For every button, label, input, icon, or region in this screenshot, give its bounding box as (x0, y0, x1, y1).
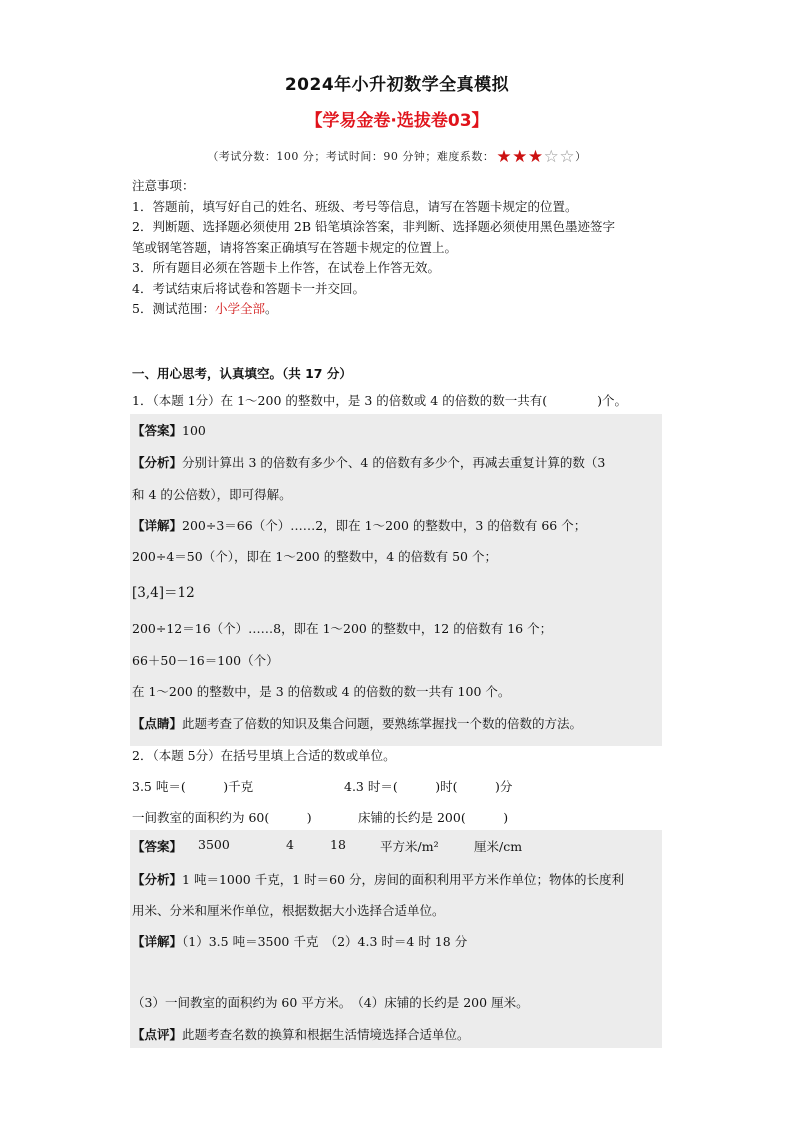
answer-2-value: 18 (330, 837, 346, 852)
analysis-1-cont: 和 4 的公倍数），即可得解。 (132, 487, 292, 502)
comment-text: 此题考查名数的换算和根据生活情境选择合适单位。 (182, 1027, 470, 1042)
star-filled-icon: ★ (512, 147, 528, 167)
detail-1-line6: 在 1～200 的整数中，是 3 的倍数或 4 的倍数的数一共有 100 个。 (132, 684, 511, 699)
comment-1 (132, 714, 582, 732)
exam-meta (0, 147, 794, 167)
question-2: 2．（本题 5分）在括号里填上合适的数或单位。 (132, 748, 396, 763)
notes-block (132, 176, 672, 320)
comment-2 (132, 1025, 470, 1043)
difficulty-rating (496, 147, 576, 167)
detail-text: 200÷3＝66（个）……2，即在 1～200 的整数中，3 的倍数有 66 个； (182, 518, 587, 533)
answer-2-value: 3500 (198, 837, 230, 852)
detail-label: 【详解】 (132, 934, 183, 949)
detail-1-line5: 66＋50－16＝100（个） (132, 653, 279, 668)
detail-1-line3: [3,4]＝12 (132, 585, 195, 601)
section-title: 一、用心思考，认真填空。（共 17 分） (132, 366, 352, 381)
detail-2 (132, 932, 467, 950)
analysis-2-cont: 用米、分米和厘米作单位，根据数据大小选择合适单位。 (132, 903, 445, 918)
notes-heading: 注意事项： (132, 178, 195, 193)
answer-2 (132, 837, 182, 855)
page-title: 2024年小升初数学全真模拟 (284, 75, 510, 95)
scope-end: 。 (264, 301, 278, 316)
analysis-text: 1 吨＝1000 千克，1 时＝60 分，房间的面积利用平方米作单位；物体的长度利 (182, 872, 625, 887)
note-item: 3．所有题目必须在答题卡上作答，在试卷上作答无效。 (132, 260, 440, 275)
q2-blank-2: 4.3 时＝( )时( )分 (344, 779, 513, 794)
answer-2-value: 平方米/m² (380, 839, 439, 854)
answer-2-value: 4 (286, 837, 294, 852)
answer-2-value: 厘米/cm (474, 839, 523, 854)
note-item: 1．答题前，填写好自己的姓名、班级、考号等信息，请写在答题卡规定的位置。 (132, 198, 578, 214)
star-filled-icon: ★ (527, 147, 544, 167)
page-subtitle: 【学易金卷·选拔卷03】 (305, 111, 489, 131)
note-item: 笔或钢笔答题，请将答案正确填写在答题卡规定的位置上。 (132, 239, 458, 255)
detail-1-line2: 200÷4＝50（个），即在 1～200 的整数中，4 的倍数有 50 个； (132, 549, 497, 564)
meta-prefix: （考试分数：100 分；考试时间：90 分钟；难度系数： (207, 150, 495, 163)
q2-blank-3: 一间教室的面积约为 60( ) (132, 810, 312, 825)
answer-label: 【答案】 (132, 839, 183, 854)
q2-blank-1: 3.5 吨＝( )千克 (132, 779, 254, 794)
answer-value: 100 (182, 423, 206, 438)
q2-blank-4: 床铺的长约是 200( ) (358, 810, 509, 825)
answer-1 (132, 421, 206, 439)
comment-label: 【点睛】 (132, 716, 183, 731)
analysis-1 (132, 453, 605, 471)
answer-label: 【答案】 (132, 423, 183, 438)
star-empty-icon: ☆ (559, 147, 576, 167)
analysis-text: 分别计算出 3 的倍数有多少个、4 的倍数有多少个，再减去重复计算的数（3 (182, 455, 606, 470)
note-item: 2．判断题、选择题必须使用 2B 铅笔填涂答案，非判断、选择题必须使用黑色墨迹签字 (132, 219, 616, 234)
detail-text: （1）3.5 吨＝3500 千克 （2）4.3 时＝4 时 18 分 (182, 934, 468, 949)
scope-value: 小学全部 (214, 301, 265, 316)
note-item-scope (132, 299, 672, 320)
comment-label: 【点评】 (132, 1027, 183, 1042)
question-1: 1．（本题 1分）在 1～200 的整数中，是 3 的倍数或 4 的倍数的数一共有( )个。 (132, 393, 627, 408)
analysis-label: 【分析】 (132, 455, 183, 470)
comment-text: 此题考查了倍数的知识及集合问题，要熟练掌握找一个数的倍数的方法。 (182, 716, 583, 731)
detail-1 (132, 516, 586, 534)
analysis-2 (132, 870, 624, 888)
meta-suffix: ） (575, 150, 587, 163)
detail-1-line4: 200÷12＝16（个）……8，即在 1～200 的整数中，12 的倍数有 16 个； (132, 621, 553, 636)
detail-label: 【详解】 (132, 518, 183, 533)
star-empty-icon: ☆ (543, 147, 560, 167)
analysis-label: 【分析】 (132, 872, 183, 887)
note-item: 4．考试结束后将试卷和答题卡一并交回。 (132, 280, 365, 296)
detail-2-line2: （3）一间教室的面积约为 60 平方米。 （4）床铺的长约是 200 厘米。 (132, 995, 529, 1010)
scope-label: 5．测试范围： (132, 301, 215, 316)
star-filled-icon: ★ (496, 147, 513, 167)
